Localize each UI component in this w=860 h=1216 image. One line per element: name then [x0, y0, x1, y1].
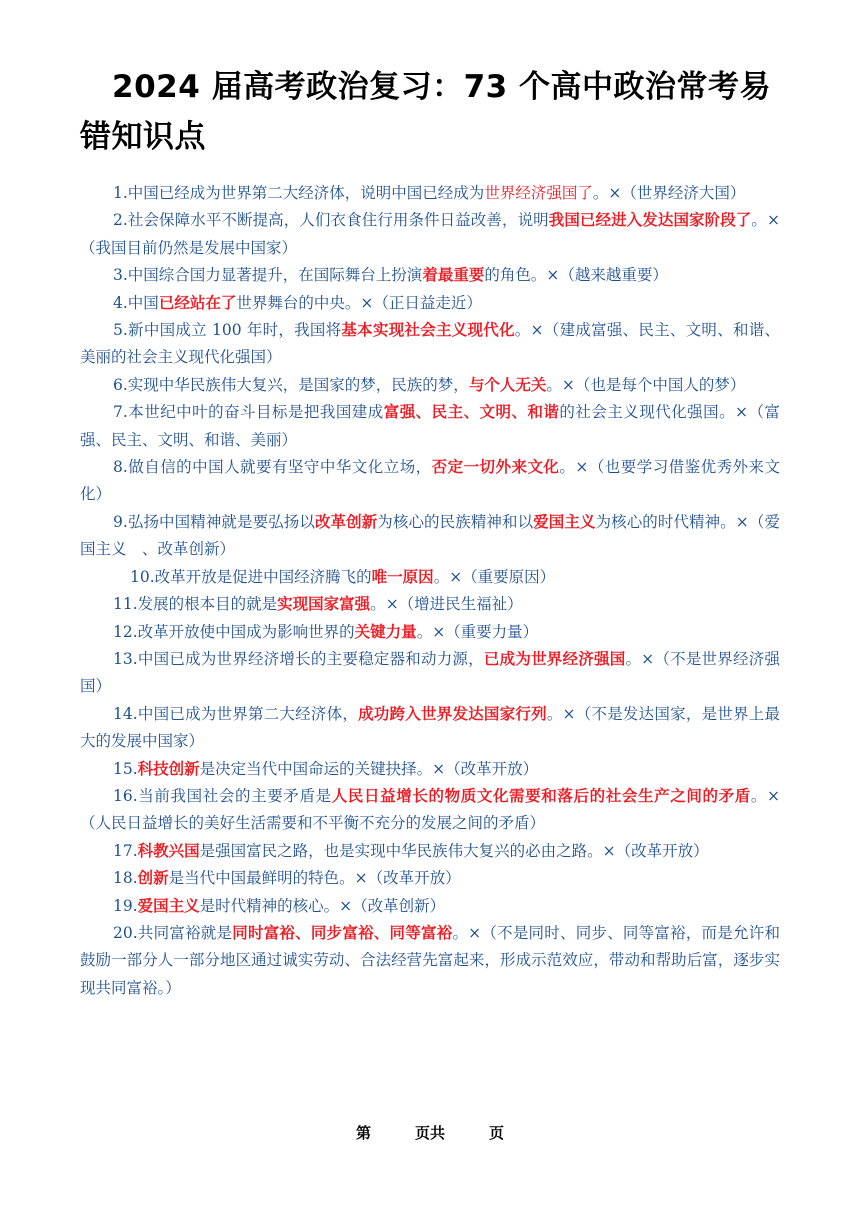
item-text: 。×（增进民生福祉） [370, 595, 523, 614]
item-text: 。×（我国目前仍然是发展中国家） [80, 211, 780, 257]
item-text: 的角色。×（越来越重要） [484, 266, 668, 285]
list-item [80, 372, 780, 399]
highlighted-error-text: 爱国主义 [533, 512, 596, 531]
item-text: 中国综合国力显著提升，在国际舞台上扮演 [127, 266, 423, 285]
list-item [80, 865, 780, 892]
item-text: 中国已成为世界经济增长的主要稳定器和动力源， [137, 649, 484, 668]
item-text: 。×（建成富强、民主、文明、和谐、美丽的社会主义现代化强国） [80, 321, 780, 367]
highlighted-error-text: 与个人无关 [468, 375, 547, 394]
list-item [80, 756, 780, 783]
item-text: 社会保障水平不断提高，人们衣食住行用条件日益改善，说明 [127, 211, 549, 230]
highlighted-error-text: 实现国家富强 [277, 595, 371, 614]
highlighted-error-text: 成功跨入世界发达国家行列 [358, 704, 547, 723]
item-text: 本世纪中叶的奋斗目标是把我国建成 [127, 403, 384, 422]
item-text: 当前我国社会的主要矛盾是 [137, 786, 332, 805]
item-list [80, 180, 780, 1002]
item-text: 发展的根本目的就是 [137, 595, 278, 614]
item-text: 做自信的中国人就要有坚守中华文化立场， [127, 458, 432, 477]
list-item [80, 399, 780, 454]
item-text: 是当代中国最鲜明的特色。×（改革开放） [168, 869, 461, 888]
highlighted-error-text: 着最重要 [422, 266, 485, 285]
list-item [80, 783, 780, 838]
item-text: 实现中华民族伟大复兴，是国家的梦，民族的梦， [127, 375, 469, 394]
item-text: 世界舞台的中央。×（正日益走近） [236, 293, 482, 312]
item-number: 11. [113, 595, 138, 614]
item-number: 3. [113, 266, 128, 285]
item-number: 20. [113, 923, 138, 942]
item-text: 中国已成为世界第二大经济体， [137, 704, 359, 723]
item-number: 5. [113, 321, 128, 340]
highlighted-error-text: 已经站在了 [158, 293, 237, 312]
item-number: 7. [113, 403, 128, 422]
page-footer [0, 1122, 860, 1143]
item-number: 18. [113, 869, 138, 888]
item-number: 12. [113, 622, 138, 641]
item-text: 。×（世界经济大国） [592, 184, 746, 202]
highlighted-error-text: 唯一原因 [371, 567, 434, 586]
document-title: 2024 届高考政治复习：73 个高中政治常考易错知识点 [80, 69, 772, 155]
list-item [80, 509, 780, 564]
item-number: 15. [113, 759, 138, 778]
item-number: 8. [113, 458, 128, 477]
item-text: 。×（重要力量） [416, 622, 539, 641]
list-item [80, 564, 780, 591]
item-text: 为核心的时代精神。×（爱国主义 、改革创新） [80, 512, 780, 559]
item-number: 17. [113, 841, 138, 860]
highlighted-error-text: 富强、民主、文明、和谐 [383, 403, 560, 422]
item-number: 4. [113, 293, 128, 312]
item-text: 的社会主义现代化强国。×（富强、民主、文明、和谐、美丽） [80, 403, 780, 449]
list-item [80, 838, 780, 865]
list-item [80, 290, 780, 317]
item-number: 1. [113, 184, 128, 202]
item-text: 中国 [127, 293, 159, 312]
highlighted-error-text: 同时富裕、同步富裕、同等富裕 [232, 923, 453, 942]
item-text: 为核心的民族精神和以 [377, 512, 534, 531]
item-text: 中国已经成为世界第二大经济体，说明中国已经成为 [127, 184, 485, 202]
highlighted-error-text: 创新 [137, 869, 169, 888]
item-text: 是强国富民之路，也是实现中华民族伟大复兴的必由之路。×（改革开放） [199, 841, 709, 860]
highlighted-error-text: 人民日益增长的物质文化需要和落后的社会生产之间的矛盾 [331, 786, 751, 805]
item-number: 10. [130, 567, 155, 586]
item-number: 19. [113, 896, 138, 915]
item-text: 改革开放是促进中国经济腾飞的 [154, 567, 372, 586]
list-item [80, 317, 780, 372]
highlighted-error-text: 世界经济强国了 [484, 184, 593, 202]
highlighted-error-text: 科技创新 [137, 759, 200, 778]
item-text: 。×（重要原因） [433, 567, 556, 586]
item-text: 是决定当代中国命运的关键抉择。×（改革开放） [199, 759, 539, 778]
item-text: 改革开放使中国成为影响世界的 [137, 622, 355, 641]
item-text: 。×（人民日益增长的美好生活需要和不平衡不充分的发展之间的矛盾） [80, 786, 780, 833]
list-item [80, 207, 780, 262]
list-item [80, 920, 780, 1002]
list-item [80, 619, 780, 646]
list-item [80, 180, 780, 207]
item-number: 14. [113, 704, 138, 723]
highlighted-error-text: 关键力量 [354, 622, 417, 641]
list-item [80, 454, 780, 509]
item-text: 。×（不是发达国家，是世界上最大的发展中国家） [80, 704, 780, 751]
item-number: 9. [113, 512, 128, 531]
highlighted-error-text: 改革创新 [314, 512, 378, 531]
list-item [80, 893, 780, 920]
footer-middle: 页共 [414, 1124, 445, 1142]
item-text: 。×（不是世界经济强国） [80, 649, 780, 696]
item-text: 是时代精神的核心。×（改革创新） [199, 896, 446, 915]
item-number: 13. [113, 649, 138, 668]
highlighted-error-text: 科教兴国 [137, 841, 200, 860]
item-text: 。×（不是同时、同步、同等富裕，而是允许和鼓励一部分人一部分地区通过诚实劳动、合法经营先富起来，形成示范效应，带动和帮助后富，逐步实现共同富裕。） [80, 923, 780, 997]
item-number: 2. [113, 211, 128, 230]
item-text: 。×（也是每个中国人的梦） [546, 375, 746, 394]
highlighted-error-text: 爱国主义 [137, 896, 200, 915]
list-item [80, 262, 780, 289]
footer-suffix: 页 [489, 1124, 505, 1142]
item-text: 。×（也要学习借鉴优秀外来文化） [80, 458, 780, 504]
highlighted-error-text: 基本实现社会主义现代化 [341, 321, 515, 340]
item-text: 新中国成立 100 年时，我国将 [127, 321, 342, 340]
item-number: 16. [113, 786, 138, 805]
highlighted-error-text: 我国已经进入发达国家阶段了 [548, 211, 752, 230]
list-item [80, 591, 780, 618]
item-text: 弘扬中国精神就是要弘扬以 [127, 512, 315, 531]
item-text: 共同富裕就是 [137, 923, 233, 942]
list-item [80, 701, 780, 756]
item-number: 6. [113, 375, 128, 394]
highlighted-error-text: 已成为世界经济强国 [483, 649, 626, 668]
list-item [80, 646, 780, 701]
footer-prefix: 第 [355, 1124, 371, 1142]
highlighted-error-text: 否定一切外来文化 [431, 458, 560, 477]
